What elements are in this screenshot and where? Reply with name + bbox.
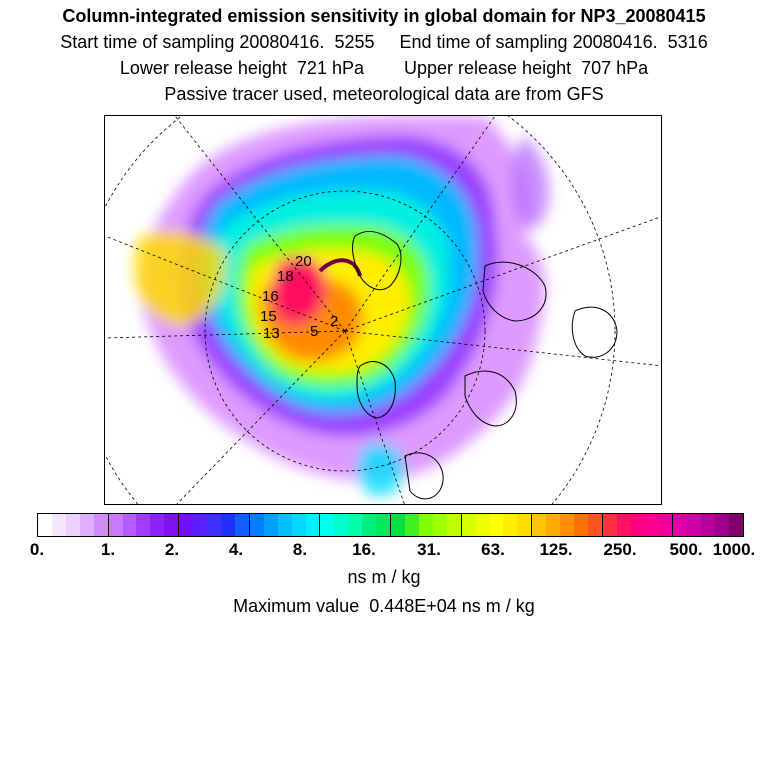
plot-title: Column-integrated emission sensitivity in global domain for NP3_20080415 bbox=[62, 6, 706, 26]
colorbar-tick-label: 500. bbox=[669, 540, 703, 559]
colorbar-segment bbox=[136, 514, 150, 536]
colorbar-segment bbox=[560, 514, 574, 536]
tracer-info-line: Passive tracer used, meteorological data are from GFS bbox=[164, 84, 604, 104]
colorbar-segment bbox=[348, 514, 362, 536]
colorbar-segment bbox=[419, 514, 433, 536]
colorbar-segment bbox=[546, 514, 560, 536]
colorbar-segment bbox=[221, 514, 235, 536]
contour-label: 13 bbox=[263, 325, 280, 342]
colorbar-tick-label: 31. bbox=[417, 540, 441, 559]
colorbar-tick-label: 250. bbox=[603, 540, 637, 559]
colorbar-segment bbox=[701, 514, 715, 536]
colorbar-segment bbox=[433, 514, 447, 536]
contour-label: 5 bbox=[310, 323, 319, 340]
colorbar-segment bbox=[292, 514, 306, 536]
colorbar-segment bbox=[66, 514, 80, 536]
colorbar-segment bbox=[729, 514, 743, 536]
colorbar-segment bbox=[80, 514, 94, 536]
colorbar-segment bbox=[38, 514, 52, 536]
sensitivity-map bbox=[104, 115, 662, 505]
colorbar bbox=[37, 513, 744, 537]
colorbar-segment bbox=[376, 514, 391, 536]
colorbar-segment bbox=[405, 514, 419, 536]
colorbar-segment bbox=[588, 514, 603, 536]
colorbar-segment bbox=[490, 514, 504, 536]
colorbar-segment bbox=[532, 514, 546, 536]
colorbar-segment bbox=[631, 514, 645, 536]
colorbar-segment bbox=[235, 514, 250, 536]
colorbar-segment bbox=[659, 514, 674, 536]
colorbar-segment bbox=[306, 514, 321, 536]
colorbar-tick-label: 125. bbox=[539, 540, 573, 559]
colorbar-segment bbox=[193, 514, 207, 536]
colorbar-segment bbox=[715, 514, 729, 536]
colorbar-tick-label: 4. bbox=[228, 540, 244, 559]
map-canvas bbox=[105, 116, 662, 505]
colorbar-tick-label: 1000. bbox=[712, 540, 756, 559]
maximum-value: Maximum value 0.448E+04 ns m / kg bbox=[233, 596, 535, 616]
colorbar-segment bbox=[362, 514, 376, 536]
colorbar-tick-label: 1. bbox=[100, 540, 116, 559]
colorbar-segment bbox=[476, 514, 490, 536]
colorbar-segment bbox=[264, 514, 278, 536]
contour-label: 20 bbox=[295, 253, 312, 270]
colorbar-segment bbox=[250, 514, 264, 536]
colorbar-tick-label: 0. bbox=[29, 540, 45, 559]
colorbar-segment bbox=[179, 514, 193, 536]
colorbar-segment bbox=[517, 514, 532, 536]
colorbar-segment bbox=[673, 514, 687, 536]
colorbar-segment bbox=[278, 514, 292, 536]
contour-label: 16 bbox=[262, 288, 279, 305]
colorbar-segment bbox=[123, 514, 137, 536]
colorbar-segment bbox=[94, 514, 109, 536]
colorbar-segment bbox=[447, 514, 462, 536]
colorbar-tick-label: 63. bbox=[481, 540, 505, 559]
colorbar-segment bbox=[462, 514, 476, 536]
colorbar-units: ns m / kg bbox=[347, 567, 421, 587]
colorbar-segment bbox=[574, 514, 588, 536]
colorbar-tick-label: 2. bbox=[164, 540, 180, 559]
colorbar-segment bbox=[645, 514, 659, 536]
colorbar-segment bbox=[603, 514, 617, 536]
release-height-line: Lower release height 721 hPa Upper release height 707 hPa bbox=[119, 58, 649, 78]
colorbar-segment bbox=[150, 514, 164, 536]
colorbar-segment bbox=[391, 514, 405, 536]
colorbar-segment bbox=[503, 514, 517, 536]
sampling-time-line: Start time of sampling 20080416. 5255 End time of sampling 20080416. 5316 bbox=[60, 32, 708, 52]
contour-label: 2 bbox=[330, 313, 339, 330]
colorbar-segment bbox=[334, 514, 348, 536]
colorbar-segment bbox=[617, 514, 631, 536]
colorbar-segment bbox=[207, 514, 221, 536]
colorbar-segment bbox=[52, 514, 66, 536]
contour-label: 18 bbox=[277, 268, 294, 285]
colorbar-tick-label: 16. bbox=[352, 540, 376, 559]
colorbar-segment bbox=[320, 514, 334, 536]
emission-field bbox=[134, 116, 549, 496]
colorbar-segment bbox=[687, 514, 701, 536]
contour-label: 15 bbox=[260, 308, 277, 325]
colorbar-segment bbox=[109, 514, 123, 536]
colorbar-segment bbox=[164, 514, 179, 536]
colorbar-tick-label: 8. bbox=[292, 540, 308, 559]
